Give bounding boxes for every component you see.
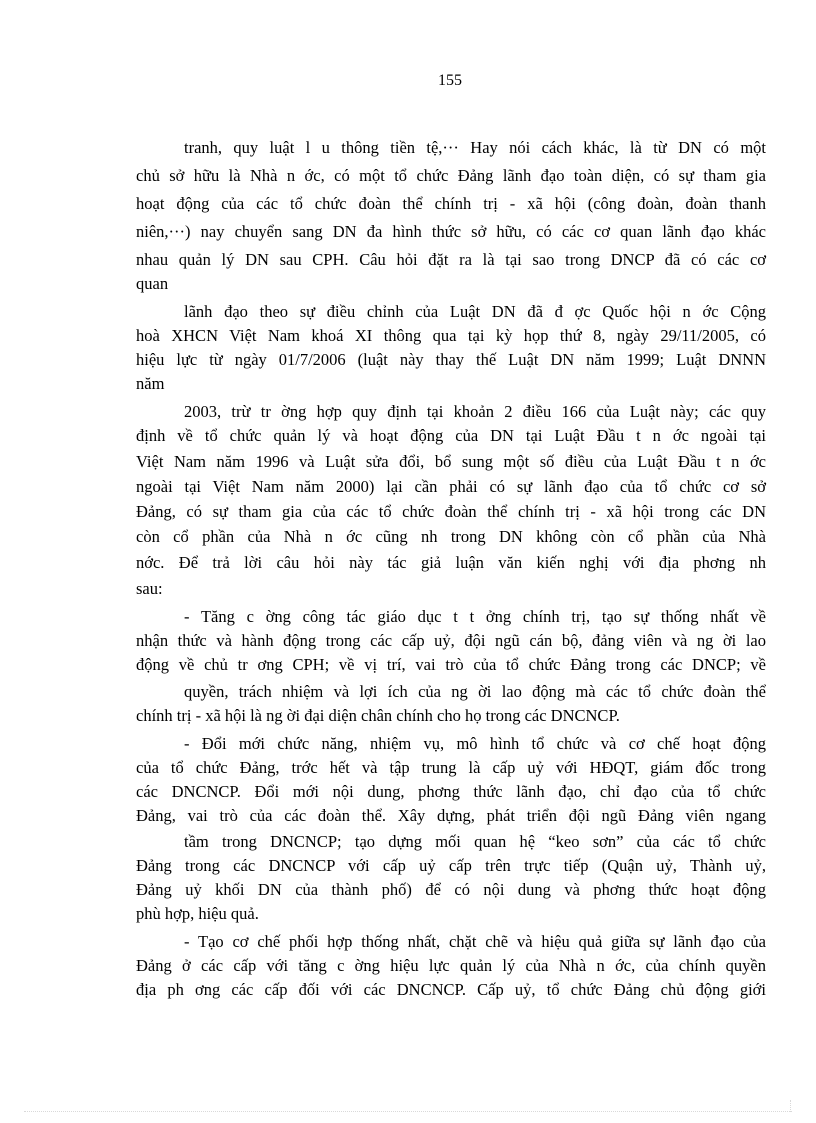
page-bottom-border bbox=[24, 1111, 792, 1112]
page-number: 155 bbox=[438, 72, 462, 89]
text-line: - Đổi mới chức năng, nhiệm vụ, mô hình tổ chức và cơ chế hoạt động bbox=[184, 734, 766, 753]
text-line: động về chủ tr ơng CPH; về vị trí, vai trò của tổ chức Đảng trong các DNCP; về bbox=[136, 655, 766, 674]
text-line: niên,···) nay chuyển sang DN đa hình thức sở hữu, có các cơ quan lãnh đạo khác bbox=[136, 222, 766, 241]
text-line: Đảng uỷ khối DN của thành phố) để có nội dung và phơng thức hoạt động bbox=[136, 880, 766, 899]
text-line: Việt Nam năm 1996 và Luật sửa đổi, bổ sung một số điều của Luật Đầu t n ớc bbox=[136, 452, 766, 471]
text-line: Đảng, vai trò của các đoàn thể. Xây dựng, phát triển đội ngũ Đảng viên ngang bbox=[136, 806, 766, 825]
text-line: các DNCNCP. Đổi mới nội dung, phơng thức lãnh đạo, chỉ đạo của tổ chức bbox=[136, 782, 766, 801]
text-line: 2003, trừ tr ờng hợp quy định tại khoản 2 điều 166 của Luật này; các quy bbox=[184, 402, 766, 421]
text-line: định về tổ chức quản lý và hoạt động của DN tại Luật Đầu t n ớc ngoài tại bbox=[136, 426, 766, 445]
text-line: năm bbox=[136, 374, 165, 393]
text-line: nhau quản lý DN sau CPH. Câu hỏi đặt ra là tại sao trong DNCP đã có các cơ bbox=[136, 250, 766, 269]
text-line: - Tạo cơ chế phối hợp thống nhất, chặt chẽ và hiệu quả giữa sự lãnh đạo của bbox=[184, 932, 766, 951]
text-line: nhận thức và hành động trong các cấp uỷ, đội ngũ cán bộ, đảng viên và ng ời lao bbox=[136, 631, 766, 650]
page-corner-mark bbox=[790, 1100, 791, 1112]
text-line: địa ph ơng các cấp đối với các DNCNCP. Cấp uỷ, tổ chức Đảng chủ động giới bbox=[136, 980, 766, 999]
text-line: còn cổ phần của Nhà n ớc cũng nh trong DN không còn cổ phần của Nhà bbox=[136, 527, 766, 546]
text-line: nớc. Để trả lời câu hỏi này tác giả luận văn kiến nghị với địa phơng nh bbox=[136, 553, 766, 572]
text-line: hoà XHCN Việt Nam khoá XI thông qua tại kỳ họp thứ 8, ngày 29/11/2005, có bbox=[136, 326, 766, 345]
text-line: phù hợp, hiệu quả. bbox=[136, 904, 259, 923]
text-line: chính trị - xã hội là ng ời đại diện chân chính cho họ trong các DNCNCP. bbox=[136, 706, 620, 725]
text-line: tầm trong DNCNCP; tạo dựng mối quan hệ “keo sơn” của các tổ chức bbox=[184, 832, 766, 851]
text-line: Đảng trong các DNCNCP với cấp uỷ cấp trên trực tiếp (Quận uỷ, Thành uỷ, bbox=[136, 856, 766, 875]
text-line: hiệu lực từ ngày 01/7/2006 (luật này thay thế Luật DN năm 1999; Luật DNNN bbox=[136, 350, 766, 369]
text-line: lãnh đạo theo sự điều chỉnh của Luật DN đã đ ợc Quốc hội n ớc Cộng bbox=[184, 302, 766, 321]
text-line: hoạt động của các tổ chức đoàn thể chính trị - xã hội (công đoàn, đoàn thanh bbox=[136, 194, 766, 213]
text-line: tranh, quy luật l u thông tiền tệ,··· Hay nói cách khác, là từ DN có một bbox=[184, 138, 766, 157]
text-line: - Tăng c ờng công tác giáo dục t t ởng chính trị, tạo sự thống nhất về bbox=[184, 607, 766, 626]
text-line: Đảng, có sự tham gia của các tổ chức đoàn thể chính trị - xã hội trong các DN bbox=[136, 502, 766, 521]
text-line: quyền, trách nhiệm và lợi ích của ng ời lao động mà các tổ chức đoàn thể bbox=[184, 682, 766, 701]
text-line: của tổ chức Đảng, trớc hết và tập trung là cấp uỷ với HĐQT, giám đốc trong bbox=[136, 758, 766, 777]
text-line: quan bbox=[136, 274, 169, 293]
text-line: sau: bbox=[136, 579, 163, 598]
text-line: Đảng ở các cấp với tăng c ờng hiệu lực quản lý của Nhà n ớc, của chính quyền bbox=[136, 956, 766, 975]
text-line: chủ sở hữu là Nhà n ớc, có một tổ chức Đảng lãnh đạo toàn diện, có sự tham gia bbox=[136, 166, 766, 185]
text-line: ngoài tại Việt Nam năm 2000) lại cần phải có sự lãnh đạo của tổ chức cơ sở bbox=[136, 477, 766, 496]
